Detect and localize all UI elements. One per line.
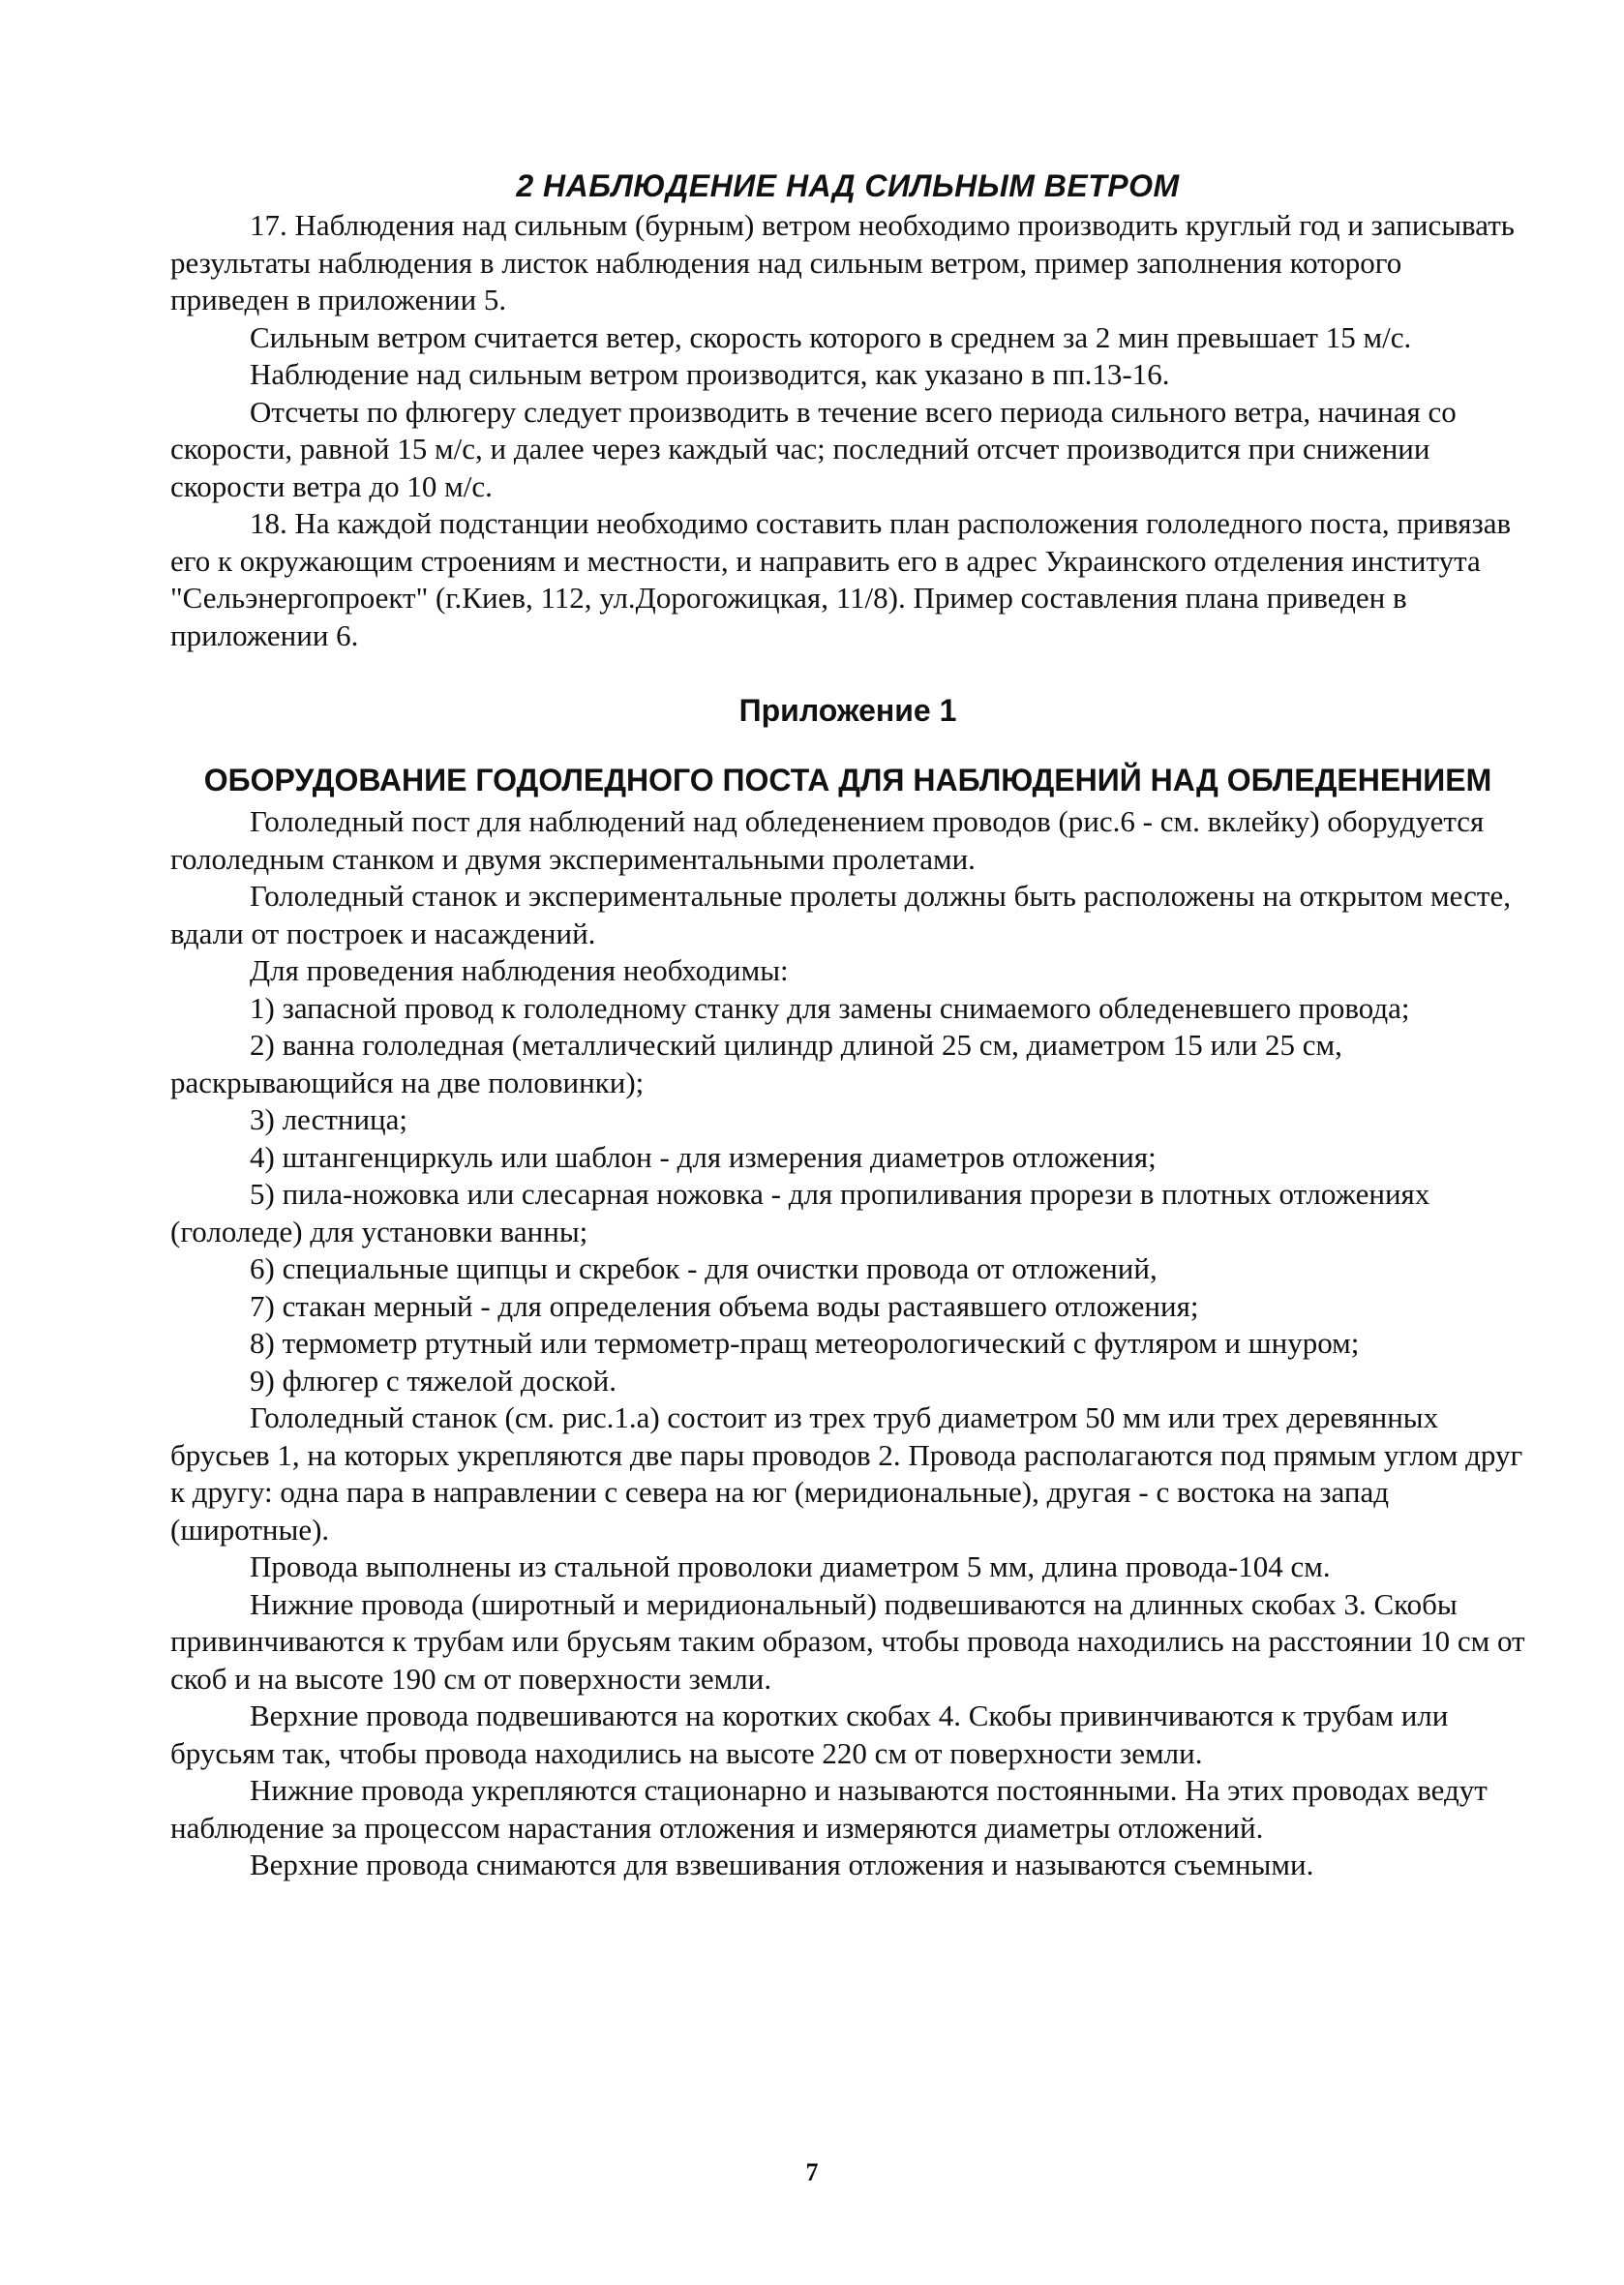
paragraph-observation-method: Наблюдение над сильным ветром производится, как указано в пп.13-16. xyxy=(250,357,1170,391)
list-item: 3) лестница; xyxy=(250,1102,408,1136)
document-page xyxy=(170,166,1525,1884)
paragraph-strong-wind-definition: Сильным ветром считается ветер, скорость которого в среднем за 2 мин превышает 15 м/с. xyxy=(250,319,1412,354)
list-item: 1) запасной провод к гололедному станку для замены снимаемого обледеневшего провода; xyxy=(250,990,1410,1025)
paragraph-17: 17. Наблюдения над сильным (бурным) ветром необходимо производить круглый год и записывать результаты наблюдения в листок наблюдения над сильным ветром, пример заполнения которого приведен в приложении 5. xyxy=(170,208,1515,316)
paragraph-permanent-wires: Нижние провода укрепляются стационарно и называются постоянными. На этих проводах ведут наблюдение за процессом нарастания отложения и измеряются диаметры отложений. xyxy=(170,1773,1488,1845)
paragraph-upper-wires: Верхние провода подвешиваются на коротких скобах 4. Скобы привинчиваются к трубам или брусьям так, чтобы провода находились на высоте 220 см от поверхности земли. xyxy=(170,1699,1449,1770)
paragraph-ice-post-location: Гололедный станок и экспериментальные пролеты должны быть расположены на открытом месте, вдали от построек и насаждений. xyxy=(170,879,1511,950)
paragraph-vane-readings: Отсчеты по флюгеру следует производить в течение всего периода сильного ветра, начиная со скорости, равной 15 м/с, и далее через каждый час; последний отсчет производится при снижении скорости ветра до 10 м/с. xyxy=(170,394,1457,503)
paragraph-removable-wires: Верхние провода снимаются для взвешивания отложения и называются съемными. xyxy=(250,1848,1314,1881)
section-body-strong-wind xyxy=(170,207,1525,654)
paragraph-wire-spec: Провода выполнены из стальной проволоки диаметром 5 мм, длина провода-104 см. xyxy=(250,1549,1331,1583)
appendix-body xyxy=(170,1399,1525,1884)
paragraph-18: 18. На каждой подстанции необходимо составить план расположения гололедного поста, привязав его к окружающим строениям и местности, и направить его в адрес Украинского отделения института "Сельэнергопроект" (г.Киев, 112, ул.Дорогожицкая, 11/8). Пример составления плана приведен в приложении 6. xyxy=(170,506,1512,652)
equipment-list xyxy=(170,990,1525,1400)
section-title-strong-wind: 2 НАБЛЮДЕНИЕ НАД СИЛЬНЫМ ВЕТРОМ xyxy=(516,168,1180,203)
list-item: 9) флюгер с тяжелой доской. xyxy=(250,1363,617,1398)
page-number: 7 xyxy=(805,2158,819,2186)
list-item: 5) пила-ножовка или слесарная ножовка - для пропиливания прорези в плотных отложениях (гололеде) для установки ванны; xyxy=(170,1177,1430,1248)
list-item: 7) стакан мерный - для определения объема воды растаявшего отложения; xyxy=(250,1288,1199,1323)
list-item: 8) термометр ртутный или термометр-пращ метеорологический с футляром и шнуром; xyxy=(250,1326,1360,1360)
list-item: 2) ванна гололедная (металлический цилиндр длиной 25 см, диаметром 15 или 25 см, раскрывающийся на две половинки); xyxy=(170,1028,1342,1099)
list-item: 6) специальные щипцы и скребок - для очистки провода от отложений, xyxy=(250,1251,1158,1285)
paragraph-lower-wires: Нижние провода (широтный и меридиональный) подвешиваются на длинных скобах 3. Скобы привинчиваются к трубам или брусьям таким образом, чтобы провода находились на расстоянии 10 см от скоб и на высоте 190 см от поверхности земли. xyxy=(170,1586,1525,1696)
appendix-label: Приложение 1 xyxy=(738,693,957,728)
paragraph-ice-post-equipment: Гололедный пост для наблюдений над обледенением проводов (рис.6 - см. вклейку) оборудуется гололедным станком и двумя экспериментальными пролетами. xyxy=(170,804,1485,876)
appendix-title: ОБОРУДОВАНИЕ ГОДОЛЕДНОГО ПОСТА ДЛЯ НАБЛЮДЕНИЙ НАД ОБЛЕДЕНЕНИЕМ xyxy=(203,763,1492,797)
list-item: 4) штангенциркуль или шаблон - для измерения диаметров отложения; xyxy=(250,1139,1157,1174)
appendix-intro xyxy=(170,803,1525,990)
paragraph-required-items: Для проведения наблюдения необходимы: xyxy=(250,953,789,987)
paragraph-ice-stand-description: Гололедный станок (см. рис.1.а) состоит из трех труб диаметром 50 мм или трех деревянных брусьев 1, на которых укрепляются две пары проводов 2. Провода располагаются под прямым углом друг к другу: одна пара в направлении с севера на юг (меридиональные), другая - с востока на запад (широтные). xyxy=(170,1400,1523,1547)
